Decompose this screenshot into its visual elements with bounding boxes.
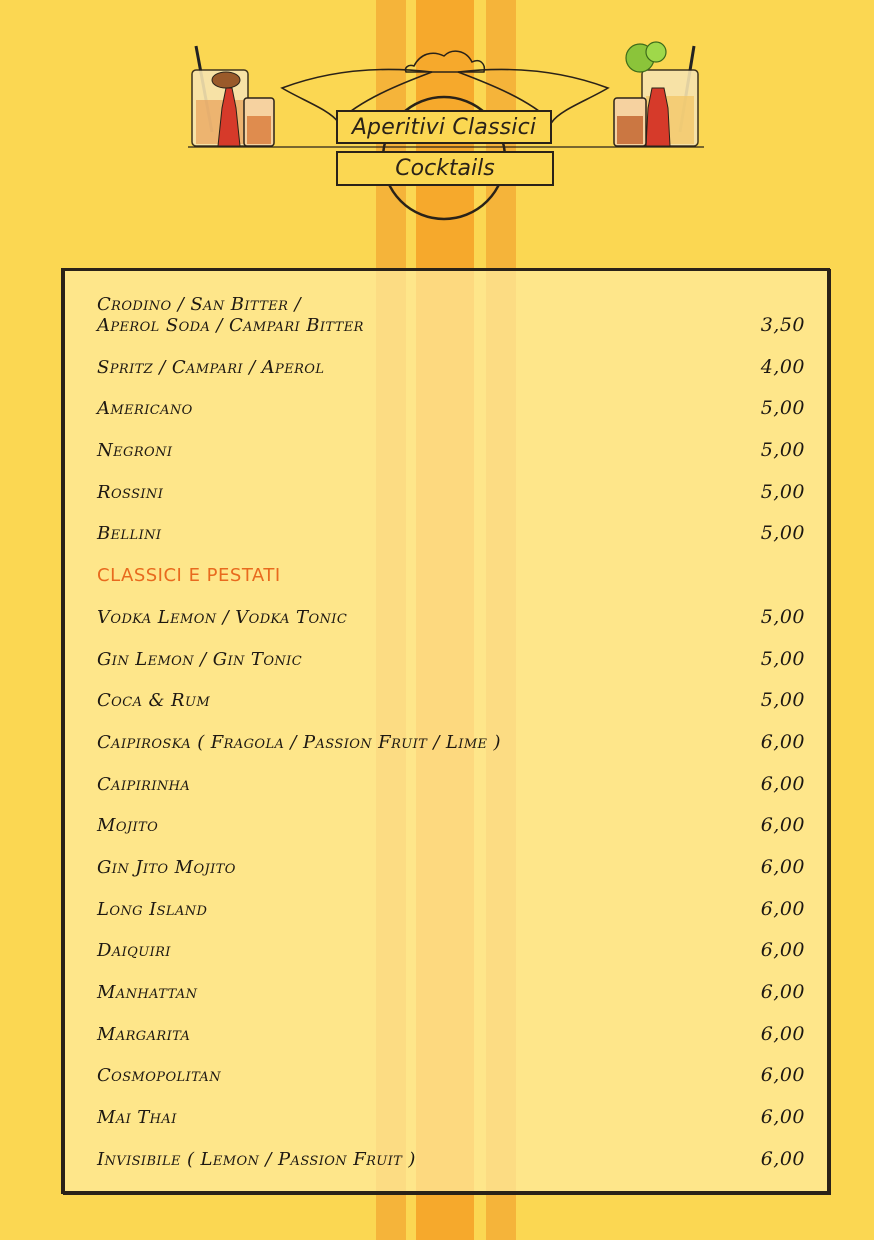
menu-item [97,675,805,717]
menu-item [97,800,805,842]
menu-item [97,1008,805,1050]
item-name: Manhattan [97,982,198,1003]
item-price: 4,00 [760,355,805,378]
menu-item [97,716,805,758]
item-name: Long Island [97,898,208,920]
item-name: Mojito [97,815,159,837]
menu-item [97,591,805,633]
item-price: 5,00 [760,522,805,545]
item-price: 6,00 [760,981,805,1003]
item-price: 3,50 [760,314,805,336]
item-price: 6,00 [760,855,805,878]
item-name: Cosmopolitan [97,1065,222,1087]
menu-item [97,1091,805,1133]
item-price: 6,00 [760,939,805,962]
item-price: 5,00 [760,397,805,420]
item-price: 5,00 [760,605,805,628]
menu-item [97,383,805,425]
menu-item [97,508,805,550]
menu-item [97,966,805,1008]
page-subtitle: Cocktails [336,151,554,186]
item-name: Mai Thai [97,1107,177,1129]
item-name: Caipiroska ( Fragola / Passion Fruit / Lime ) [97,731,501,753]
item-name: Vodka Lemon / Vodka Tonic [97,606,348,628]
item-price: 5,00 [760,689,805,712]
right-cocktail-glasses [614,42,698,146]
menu-item [97,841,805,883]
item-name: Caipirinha [97,773,191,795]
item-price: 6,00 [760,730,805,753]
item-price: 5,00 [760,647,805,670]
item-name: Daiquiri [97,940,171,962]
item-name: Negroni [97,440,173,462]
item-price: 5,00 [760,439,805,462]
item-price: 6,00 [760,897,805,920]
item-price: 6,00 [760,772,805,795]
menu-item [97,633,805,675]
item-name: Invisibile ( Lemon / Passion Fruit ) [97,1148,416,1170]
menu-item [97,1133,805,1175]
menu-panel [62,268,830,1194]
menu-item [97,883,805,925]
item-name: Rossini [97,481,164,503]
page-title: Aperitivi Classici [336,110,552,144]
item-price: 6,00 [760,1106,805,1129]
menu-item [97,295,805,341]
item-price: 6,00 [760,814,805,837]
item-name: Coca & Rum [97,690,211,712]
left-cocktail-glasses [192,46,274,146]
item-name: Gin Jito Mojito [97,856,236,878]
menu-item [97,341,805,383]
section-heading: CLASSICI E PESTATI [97,565,281,587]
item-name: Americano [97,398,193,420]
menu-item [97,925,805,967]
item-price: 6,00 [760,1064,805,1087]
item-price: 6,00 [760,1022,805,1045]
section-heading-row [97,549,805,591]
item-name: Spritz / Campari / Aperol [97,356,325,378]
menu-item [97,1050,805,1092]
crown-flourish [405,51,484,72]
item-name: Crodino / San Bitter / Aperol Soda / Campari Bitter [97,294,364,336]
item-name: Gin Lemon / Gin Tonic [97,648,303,670]
menu-header [0,0,874,250]
menu-item [97,424,805,466]
item-name: Bellini [97,523,162,545]
menu-item [97,466,805,508]
item-price: 6,00 [760,1147,805,1170]
item-name: Margarita [97,1023,191,1045]
item-price: 5,00 [760,480,805,503]
menu-item [97,758,805,800]
menu-list [97,295,805,1175]
